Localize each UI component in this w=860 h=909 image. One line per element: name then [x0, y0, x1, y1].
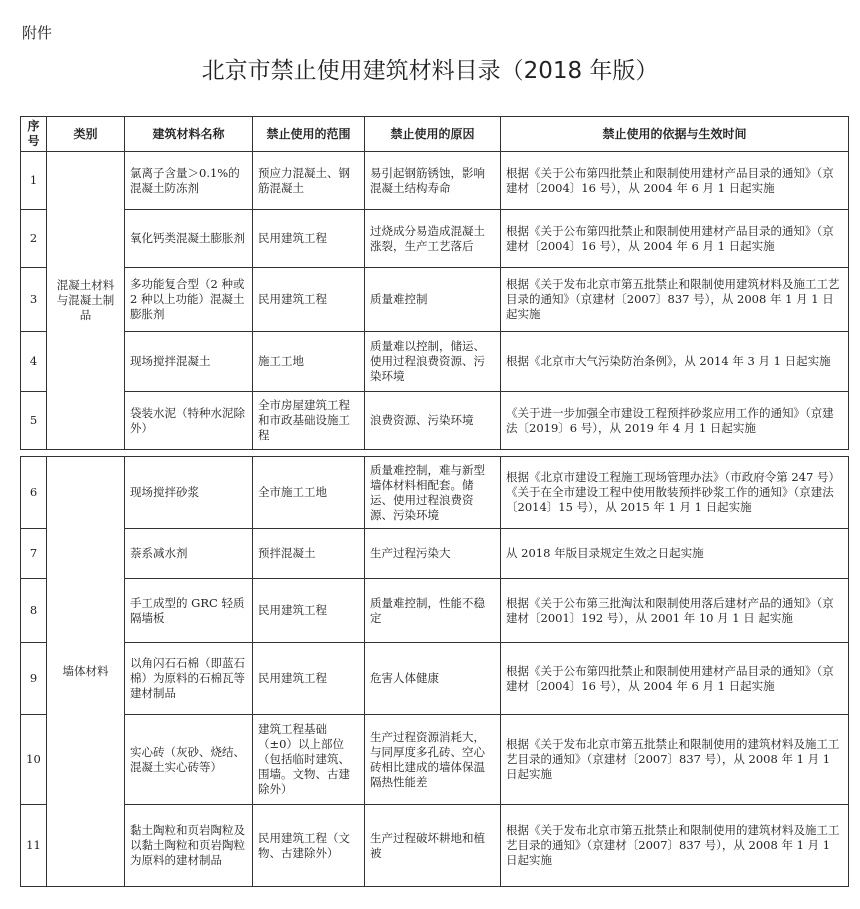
row-no: 10	[21, 715, 47, 805]
header-basis: 禁止使用的依据与生效时间	[501, 117, 849, 152]
reason-cell: 生产过程资源消耗大，与同厚度多孔砖、空心砖相比建成的墙体保温隔热性能差	[365, 715, 501, 805]
scope-cell: 民用建筑工程	[253, 210, 365, 268]
row-no: 9	[21, 643, 47, 715]
material-name: 多功能复合型（2 种或 2 种以上功能）混凝土膨胀剂	[125, 268, 253, 332]
reason-cell: 生产过程破坏耕地和植被	[365, 805, 501, 887]
table-row	[21, 643, 849, 715]
table-row	[21, 332, 849, 392]
header-category: 类别	[47, 117, 125, 152]
reason-cell: 浪费资源、污染环境	[365, 392, 501, 450]
header-material: 建筑材料名称	[125, 117, 253, 152]
material-name: 手工成型的 GRC 轻质隔墙板	[125, 579, 253, 643]
reason-cell: 过烧成分易造成混凝土涨裂，生产工艺落后	[365, 210, 501, 268]
row-no: 8	[21, 579, 47, 643]
reason-cell: 质量难以控制，储运、使用过程浪费资源、污染环境	[365, 332, 501, 392]
reason-cell: 质量难控制，性能不稳定	[365, 579, 501, 643]
basis-cell: 根据《关于公布第三批淘汰和限制使用落后建材产品的通知》（京建材〔2001〕192 号），从 2001 年 10 月 1 日 起实施	[501, 579, 849, 643]
page-title: 北京市禁止使用建筑材料目录（2018 年版）	[201, 58, 659, 84]
attachment-label: 附件	[22, 24, 53, 42]
scope-cell: 全市房屋建筑工程和市政基础设施工程	[253, 392, 365, 450]
reason-cell: 易引起钢筋锈蚀，影响混凝土结构寿命	[365, 152, 501, 210]
header-no: 序号	[21, 117, 47, 152]
table-row	[21, 529, 849, 579]
table-row	[21, 579, 849, 643]
basis-cell: 根据《关于发布北京市第五批禁止和限制使用建筑材料及施工工艺目录的通知》（京建材〔2007〕837 号），从 2008 年 1 月 1 日起实施	[501, 268, 849, 332]
scope-cell: 民用建筑工程	[253, 579, 365, 643]
basis-cell: 根据《关于发布北京市第五批禁止和限制使用的建筑材料及施工工艺目录的通知》（京建材〔2007〕837 号），从 2008 年 1 月 1 日起实施	[501, 715, 849, 805]
material-name: 以角闪石石棉（即蓝石棉）为原料的石棉瓦等建材制品	[125, 643, 253, 715]
scope-cell: 全市施工工地	[253, 457, 365, 529]
basis-cell: 根据《关于发布北京市第五批禁止和限制使用的建筑材料及施工工艺目录的通知》（京建材〔2007〕837 号），从 2008 年 1 月 1 日起实施	[501, 805, 849, 887]
reason-cell: 质量难控制，难与新型墙体材料相配套。储运、使用过程浪费资源、污染环境	[365, 457, 501, 529]
material-name: 现场搅拌砂浆	[125, 457, 253, 529]
basis-cell: 根据《关于公布第四批禁止和限制使用建材产品目录的通知》（京建材〔2004〕16 号），从 2004 年 6 月 1 日起实施	[501, 643, 849, 715]
row-no: 6	[21, 457, 47, 529]
table-row	[21, 210, 849, 268]
table-row	[21, 715, 849, 805]
basis-cell: 根据《北京市大气污染防治条例》，从 2014 年 3 月 1 日起实施	[501, 332, 849, 392]
row-no: 1	[21, 152, 47, 210]
basis-cell: 《关于进一步加强全市建设工程预拌砂浆应用工作的通知》（京建法〔2019〕6 号），从 2019 年 4 月 1 日起实施	[501, 392, 849, 450]
table-row	[21, 268, 849, 332]
material-name: 现场搅拌混凝土	[125, 332, 253, 392]
scope-cell: 施工工地	[253, 332, 365, 392]
material-name: 萘系减水剂	[125, 529, 253, 579]
scope-cell: 民用建筑工程	[253, 643, 365, 715]
material-table-part2	[20, 456, 849, 887]
basis-cell: 根据《关于公布第四批禁止和限制使用建材产品目录的通知》（京建材〔2004〕16 号），从 2004 年 6 月 1 日起实施	[501, 152, 849, 210]
row-no: 4	[21, 332, 47, 392]
row-no: 3	[21, 268, 47, 332]
row-no: 2	[21, 210, 47, 268]
material-name: 氯离子含量＞0.1%的混凝土防冻剂	[125, 152, 253, 210]
category-cell: 墙体材料	[47, 457, 125, 887]
scope-cell: 预拌混凝土	[253, 529, 365, 579]
material-table-part1	[20, 116, 849, 450]
basis-cell: 根据《北京市建设工程施工现场管理办法》（市政府令第 247 号）《关于在全市建设工程中使用散装预拌砂浆工作的通知》（京建法〔2014〕15 号），从 2015 年 1 月 1 日起实施	[501, 457, 849, 529]
basis-cell: 从 2018 年版目录规定生效之日起实施	[501, 529, 849, 579]
row-no: 7	[21, 529, 47, 579]
material-name: 黏土陶粒和页岩陶粒及以黏土陶粒和页岩陶粒为原料的建材制品	[125, 805, 253, 887]
reason-cell: 生产过程污染大	[365, 529, 501, 579]
scope-cell: 预应力混凝土、钢筋混凝土	[253, 152, 365, 210]
header-reason: 禁止使用的原因	[365, 117, 501, 152]
table-header-row	[21, 117, 849, 152]
material-name: 实心砖（灰砂、烧结、混凝土实心砖等）	[125, 715, 253, 805]
reason-cell: 危害人体健康	[365, 643, 501, 715]
category-cell: 混凝土材料与混凝土制品	[47, 152, 125, 450]
material-name: 袋装水泥（特种水泥除外）	[125, 392, 253, 450]
table-row	[21, 457, 849, 529]
table-row	[21, 152, 849, 210]
scope-cell: 建筑工程基础（±0）以上部位（包括临时建筑、围墙。文物、古建除外）	[253, 715, 365, 805]
row-no: 5	[21, 392, 47, 450]
table-row	[21, 392, 849, 450]
material-name: 氧化钙类混凝土膨胀剂	[125, 210, 253, 268]
scope-cell: 民用建筑工程（文物、古建除外）	[253, 805, 365, 887]
reason-cell: 质量难控制	[365, 268, 501, 332]
row-no: 11	[21, 805, 47, 887]
scope-cell: 民用建筑工程	[253, 268, 365, 332]
header-scope: 禁止使用的范围	[253, 117, 365, 152]
table-row	[21, 805, 849, 887]
basis-cell: 根据《关于公布第四批禁止和限制使用建材产品目录的通知》（京建材〔2004〕16 号），从 2004 年 6 月 1 日起实施	[501, 210, 849, 268]
